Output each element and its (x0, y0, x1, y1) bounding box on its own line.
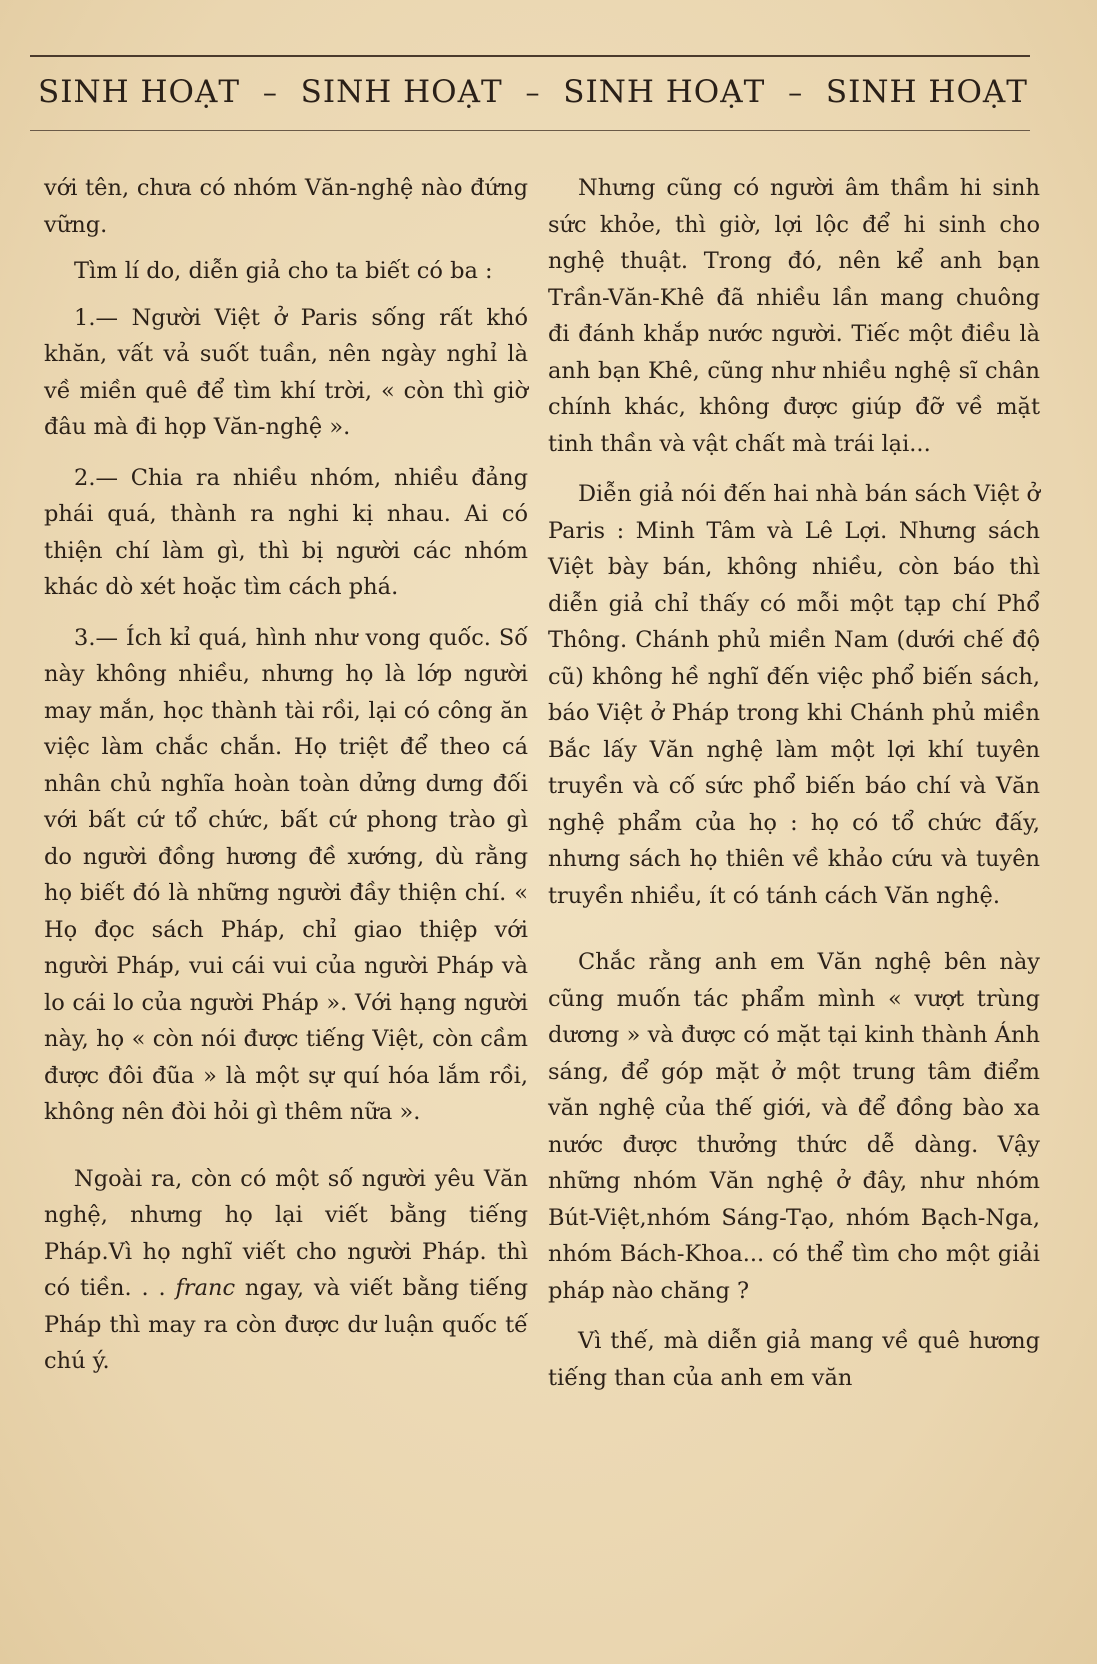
left-paragraph-4: 2.— Chia ra nhiều nhóm, nhiều đảng phái quá, thành ra nghi kị nhau. Ai có thiện chí làm gì, thì bị người các nhóm khác dò xét hoặc tìm cách phá. (44, 464, 528, 600)
left-paragraph-6-end: ngay, và viết bằng tiếng Pháp thì may ra còn được dư luận quốc tế chú ý. (44, 1275, 528, 1374)
left-paragraph-6 (44, 1161, 528, 1380)
left-paragraph-6-start: Ngoài ra, còn có một số người yêu Văn nghệ, nhưng họ lại viết bằng tiếng Pháp.Vì họ nghĩ viết cho người Pháp. thì có tiền. . . (44, 1165, 528, 1301)
running-header (38, 74, 1028, 110)
right-column (548, 170, 1040, 1396)
header-section-2: SINH HOẠT (300, 74, 503, 110)
left-paragraph-3: 1.— Người Việt ở Paris sống rất khó khăn, vất vả suốt tuần, nên ngày nghỉ là về miền quê để tìm khí trời, « còn thì giờ đâu mà đi họp Văn-nghệ ». (44, 304, 528, 440)
left-column (44, 170, 528, 1380)
right-paragraph-4: Vì thế, mà diễn giả mang về quê hương tiếng than của anh em văn (548, 1328, 1040, 1391)
franc-italic: franc (175, 1275, 236, 1301)
header-section-4: SINH HOẠT (825, 74, 1028, 110)
header-separator-1: – (262, 75, 278, 109)
right-paragraph-2: Diễn giả nói đến hai nhà bán sách Việt ở Paris : Minh Tâm và Lê Lợi. Nhưng sách Việt bày bán, không nhiều, còn báo thì diễn giả chỉ thấy có mỗi một tạp chí Phổ Thông. Chánh phủ miền Nam (dưới chế độ cũ) không hề nghĩ đến việc phổ biến sách, báo Việt ở Pháp trong khi Chánh phủ miền Bắc lấy Văn nghệ làm một lợi khí tuyên truyền và cố sức phổ biến báo chí và Văn nghệ phẩm của họ : họ có tổ chức đấy, nhưng sách họ thiên về khảo cứu và tuyên truyền nhiều, ít có tánh cách Văn nghệ. (548, 481, 1040, 909)
header-separator-2: – (525, 75, 541, 109)
header-section-3: SINH HOẠT (563, 74, 766, 110)
right-paragraph-3: Chắc rằng anh em Văn nghệ bên này cũng muốn tác phẩm mình « vượt trùng dương » và được có mặt tại kinh thành Ánh sáng, để góp mặt ở một trung tâm điểm văn nghệ của thế giới, và để đồng bào xa nước được thưởng thức dễ dàng. Vậy những nhóm Văn nghệ ở đây, như nhóm Bút-Việt,nhóm Sáng-Tạo, nhóm Bạch-Nga, nhóm Bách-Khoa... có thể tìm cho một giải pháp nào chăng ? (548, 949, 1040, 1304)
header-section-1: SINH HOẠT (38, 74, 241, 110)
header-bottom-rule (30, 130, 1030, 131)
left-paragraph-2: Tìm lí do, diễn giả cho ta biết có ba : (74, 258, 493, 284)
header-top-rule (30, 55, 1030, 57)
left-paragraph-1: với tên, chưa có nhóm Văn-nghệ nào đứng vững. (44, 175, 528, 238)
right-paragraph-1: Nhưng cũng có người âm thầm hi sinh sức khỏe, thì giờ, lợi lộc để hi sinh cho nghệ thuật. Trong đó, nên kể anh bạn Trần-Văn-Khê đã nhiều lần mang chuông đi đánh khắp nước người. Tiếc một điều là anh bạn Khê, cũng như nhiều nghệ sĩ chân chính khác, không được giúp đỡ về mặt tinh thần và vật chất mà trái lại... (548, 175, 1040, 457)
left-paragraph-5: 3.— Ích kỉ quá, hình như vong quốc. Số này không nhiều, nhưng họ là lớp người may mắn, học thành tài rồi, lại có công ăn việc làm chắc chắn. Họ triệt để theo cá nhân chủ nghĩa hoàn toàn dửng dưng đối với bất cứ tổ chức, bất cứ phong trào gì do người đồng hương đề xướng, dù rằng họ biết đó là những người đầy thiện chí. « Họ đọc sách Pháp, chỉ giao thiệp với người Pháp, vui cái vui của người Pháp và lo cái lo của người Pháp ». Với hạng người này, họ « còn nói được tiếng Việt, còn cầm được đôi đũa » là một sự quí hóa lắm rồi, không nên đòi hỏi gì thêm nữa ». (44, 624, 528, 1125)
header-separator-3: – (788, 75, 804, 109)
